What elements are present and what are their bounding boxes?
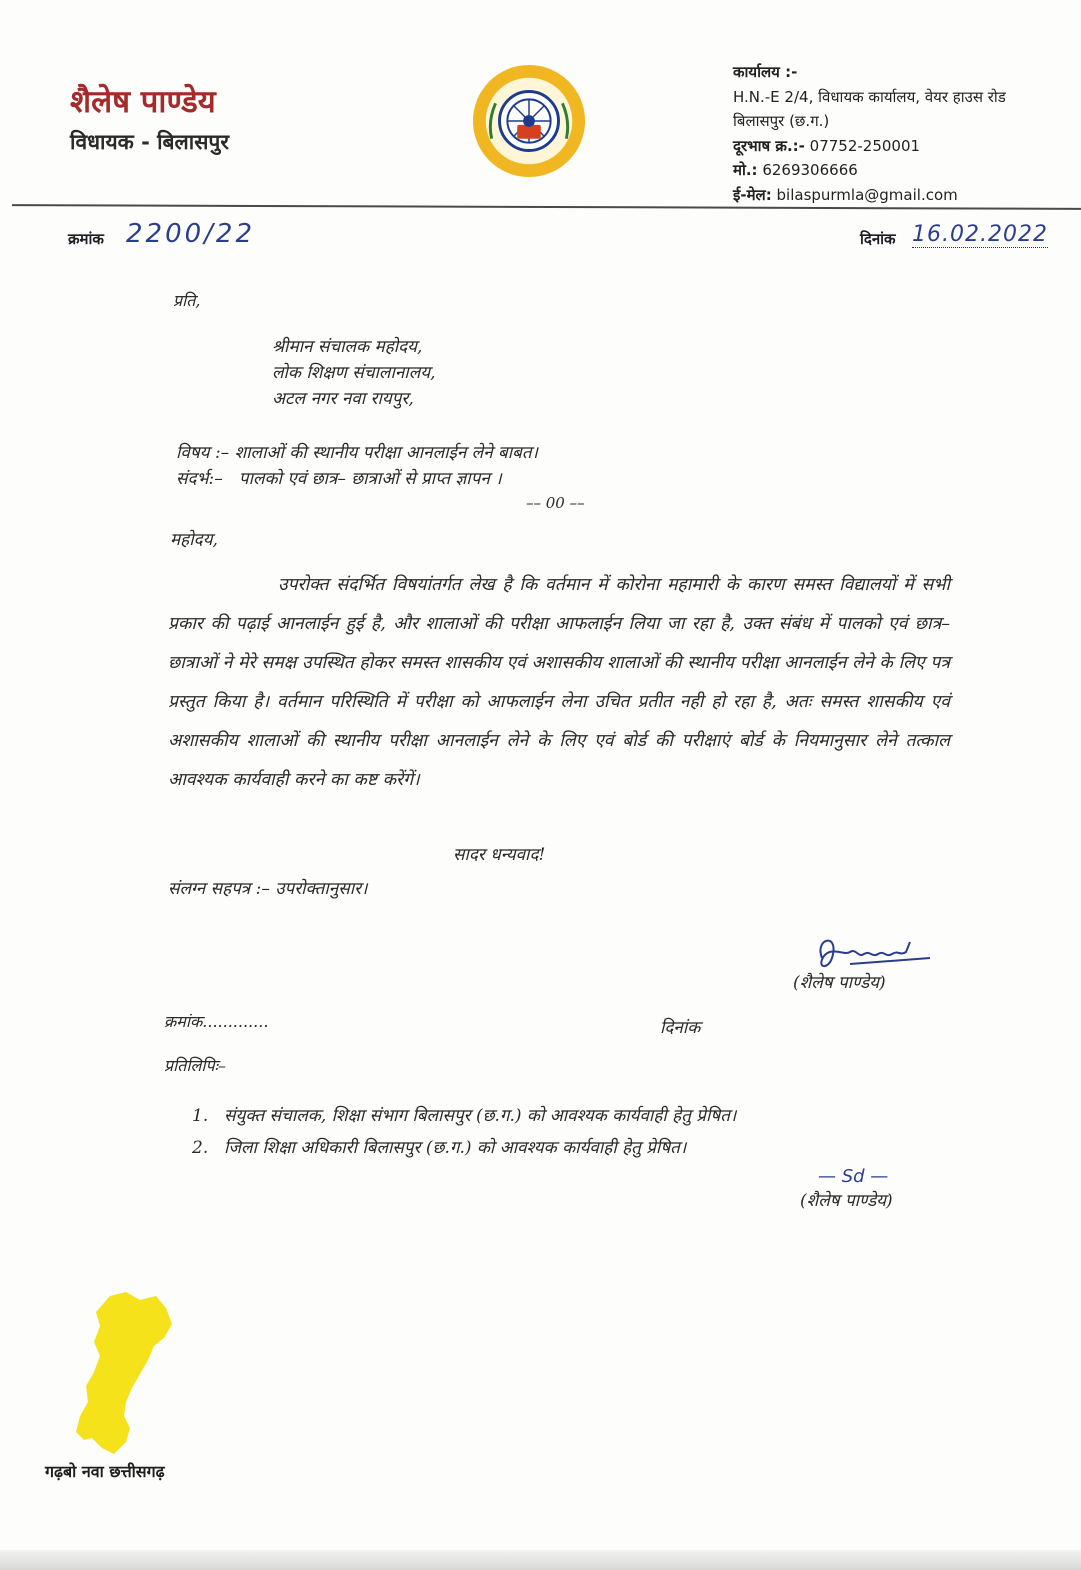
subject-block: [176, 440, 538, 492]
prati-line: प्रति,: [173, 291, 201, 310]
mobile-number: 6269306666: [762, 161, 858, 179]
mla-name: शैलेष पाण्डेय: [70, 84, 216, 120]
office-block: [733, 60, 1006, 207]
mla-designation: विधायक - बिलासपुर: [70, 130, 229, 154]
vidhan-sabha-emblem-icon: [470, 62, 588, 180]
recipient-address: [272, 334, 435, 412]
copy-list: [192, 1100, 736, 1164]
office-phone: [733, 134, 1006, 159]
copy-dinank: दिनांक: [660, 1018, 701, 1038]
sd-mark: — Sd —: [818, 1166, 889, 1187]
mobile-label: मो.:: [733, 161, 758, 179]
kramank-value: 2200/22: [126, 219, 256, 249]
dinank-label: दिनांक: [860, 230, 896, 248]
address-line-2: लोक शिक्षण संचालानालय,: [272, 363, 436, 383]
subject-line: विषय :– शालाओं की स्थानीय परीक्षा आनलाईन लेने बाबत।: [176, 443, 538, 463]
office-label: कार्यालय :-: [733, 63, 798, 81]
address-line-1: श्रीमान संचालक महोदय,: [272, 337, 423, 357]
signatory-name: (शैलेष पाण्डेय): [793, 973, 886, 993]
chhattisgarh-map-icon: [70, 1290, 180, 1456]
office-email: [733, 183, 1006, 208]
address-line-3: अटल नगर नवा रायपुर,: [272, 389, 414, 409]
email-address: bilaspurmla@gmail.com: [776, 185, 958, 204]
copy-signatory-name: (शैलेष पाण्डेय): [800, 1191, 893, 1211]
letter-body: उपरोक्त संदर्भित विषयांतर्गत लेख है कि वर्तमान में कोरोना महामारी के कारण समस्त विद्यालयों में सभी प्रकार की पढ़ाई आनलाईन हुई है, और शालाओं की परीक्षा आफलाईन लिया जा रहा है, उक्त संबंध में पालको एवं छात्र– छात्राओं ने मेरे समक्ष उपस्थित होकर समस्त शासकीय एवं अशासकीय शालाओं की स्थानीय परीक्षा आनलाईन लेने के लिए पत्र प्रस्तुत किया है। वर्तमान परिस्थिति में परीक्षा को आफलाईन लेना उचित प्रतीत नही हो रहा है, अतः समस्त शासकीय एवं अशासकीय शालाओं की स्थानीय परीक्षा आनलाईन लेने के लिए एवं बोर्ड की परीक्षाएं बोर्ड के नियमानुसार लेने तत्काल आवश्यक कार्यवाही करने का कष्ट करेंगें।: [168, 575, 950, 790]
list-item: [192, 1100, 736, 1132]
pratilipi-label: प्रतिलिपिः–: [164, 1056, 226, 1075]
dinank-value: 16.02.2022: [912, 222, 1048, 247]
list-item-text: संयुक्त संचालक, शिक्षा संभाग बिलासपुर (छ.ग.) को आवश्यक कार्यवाही हेतु प्रेषित।: [224, 1106, 737, 1126]
list-item: [192, 1132, 736, 1164]
kramank-label: क्रमांक: [68, 230, 104, 248]
office-mobile: [733, 158, 1006, 183]
separator-mark: –– 00 ––: [526, 494, 585, 512]
list-item-number: 2.: [192, 1138, 209, 1158]
enclosure-line: संलग्न सहपत्र :– उपरोक्तानुसार।: [168, 879, 368, 899]
thanks-line: सादर धन्यवाद!: [453, 845, 546, 865]
page-edge: [0, 1550, 1081, 1570]
phone-label: दूरभाष क्र.:-: [733, 136, 805, 155]
email-label: ई-मेल:: [733, 185, 772, 204]
salutation: महोदय,: [170, 530, 218, 550]
copy-kramank: क्रमांक.............: [164, 1012, 269, 1031]
footer-slogan: गढ़बो नवा छत्तीसगढ़: [45, 1462, 165, 1481]
office-address-line-2: बिलासपुर (छ.ग.): [733, 112, 830, 130]
phone-number: 07752-250001: [809, 136, 921, 155]
reference-line: संदर्भ:– पालको एवं छात्र– छात्राओं से प्राप्त ज्ञापन ।: [176, 469, 502, 489]
list-item-number: 1.: [192, 1106, 209, 1126]
office-address-line-1: H.N.-E 2/4, विधायक कार्यालय, वेयर हाउस रोड: [733, 87, 1006, 106]
list-item-text: जिला शिक्षा अधिकारी बिलासपुर (छ.ग.) को आवश्यक कार्यवाही हेतु प्रेषित।: [224, 1138, 687, 1158]
